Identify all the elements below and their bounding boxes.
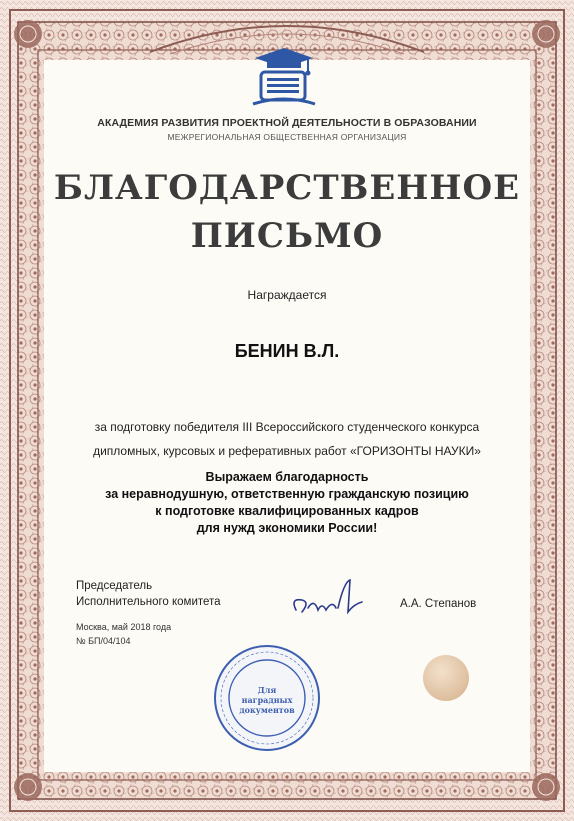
place-date: Москва, май 2018 года bbox=[76, 622, 172, 632]
organization-subtitle: МЕЖРЕГИОНАЛЬНАЯ ОБЩЕСТВЕННАЯ ОРГАНИЗАЦИЯ bbox=[167, 132, 407, 142]
organization-name: АКАДЕМИЯ РАЗВИТИЯ ПРОЕКТНОЙ ДЕЯТЕЛЬНОСТИ В ОБРАЗОВАНИИ bbox=[97, 117, 477, 129]
position-line-2: Исполнительного комитета bbox=[76, 596, 221, 608]
awarded-label: Награждается bbox=[247, 288, 327, 302]
handwritten-signature bbox=[288, 572, 368, 622]
embossed-seal-icon bbox=[423, 655, 469, 701]
gratitude-line-1: Выражаем благодарность bbox=[205, 470, 369, 484]
stamp-text-2: наградных bbox=[241, 695, 293, 705]
position-line-1: Председатель bbox=[76, 580, 153, 592]
gratitude-line-3: к подготовке квалифицированных кадров bbox=[155, 504, 419, 518]
official-stamp-icon bbox=[212, 643, 322, 753]
title-line-2: ПИСЬМО bbox=[190, 216, 384, 256]
reason-line-2: дипломных, курсовых и реферативных работ «ГОРИЗОНТЫ НАУКИ» bbox=[93, 444, 481, 458]
document-number: № БП/04/104 bbox=[76, 636, 131, 646]
stamp-text-3: документов bbox=[239, 705, 295, 715]
stamp-text-1: Для bbox=[257, 685, 277, 695]
reason-line-1: за подготовку победителя III Всероссийского студенческого конкурса bbox=[94, 420, 480, 434]
academy-logo-icon bbox=[247, 46, 321, 112]
gratitude-line-4: для нужд экономики России! bbox=[196, 521, 378, 535]
recipient-name: БЕНИН В.Л. bbox=[234, 341, 340, 361]
signer-name: А.А. Степанов bbox=[400, 598, 477, 610]
gratitude-line-2: за неравнодушную, ответственную гражданскую позицию bbox=[105, 487, 469, 501]
title-line-1: БЛАГОДАРСТВЕННОЕ bbox=[53, 168, 521, 208]
